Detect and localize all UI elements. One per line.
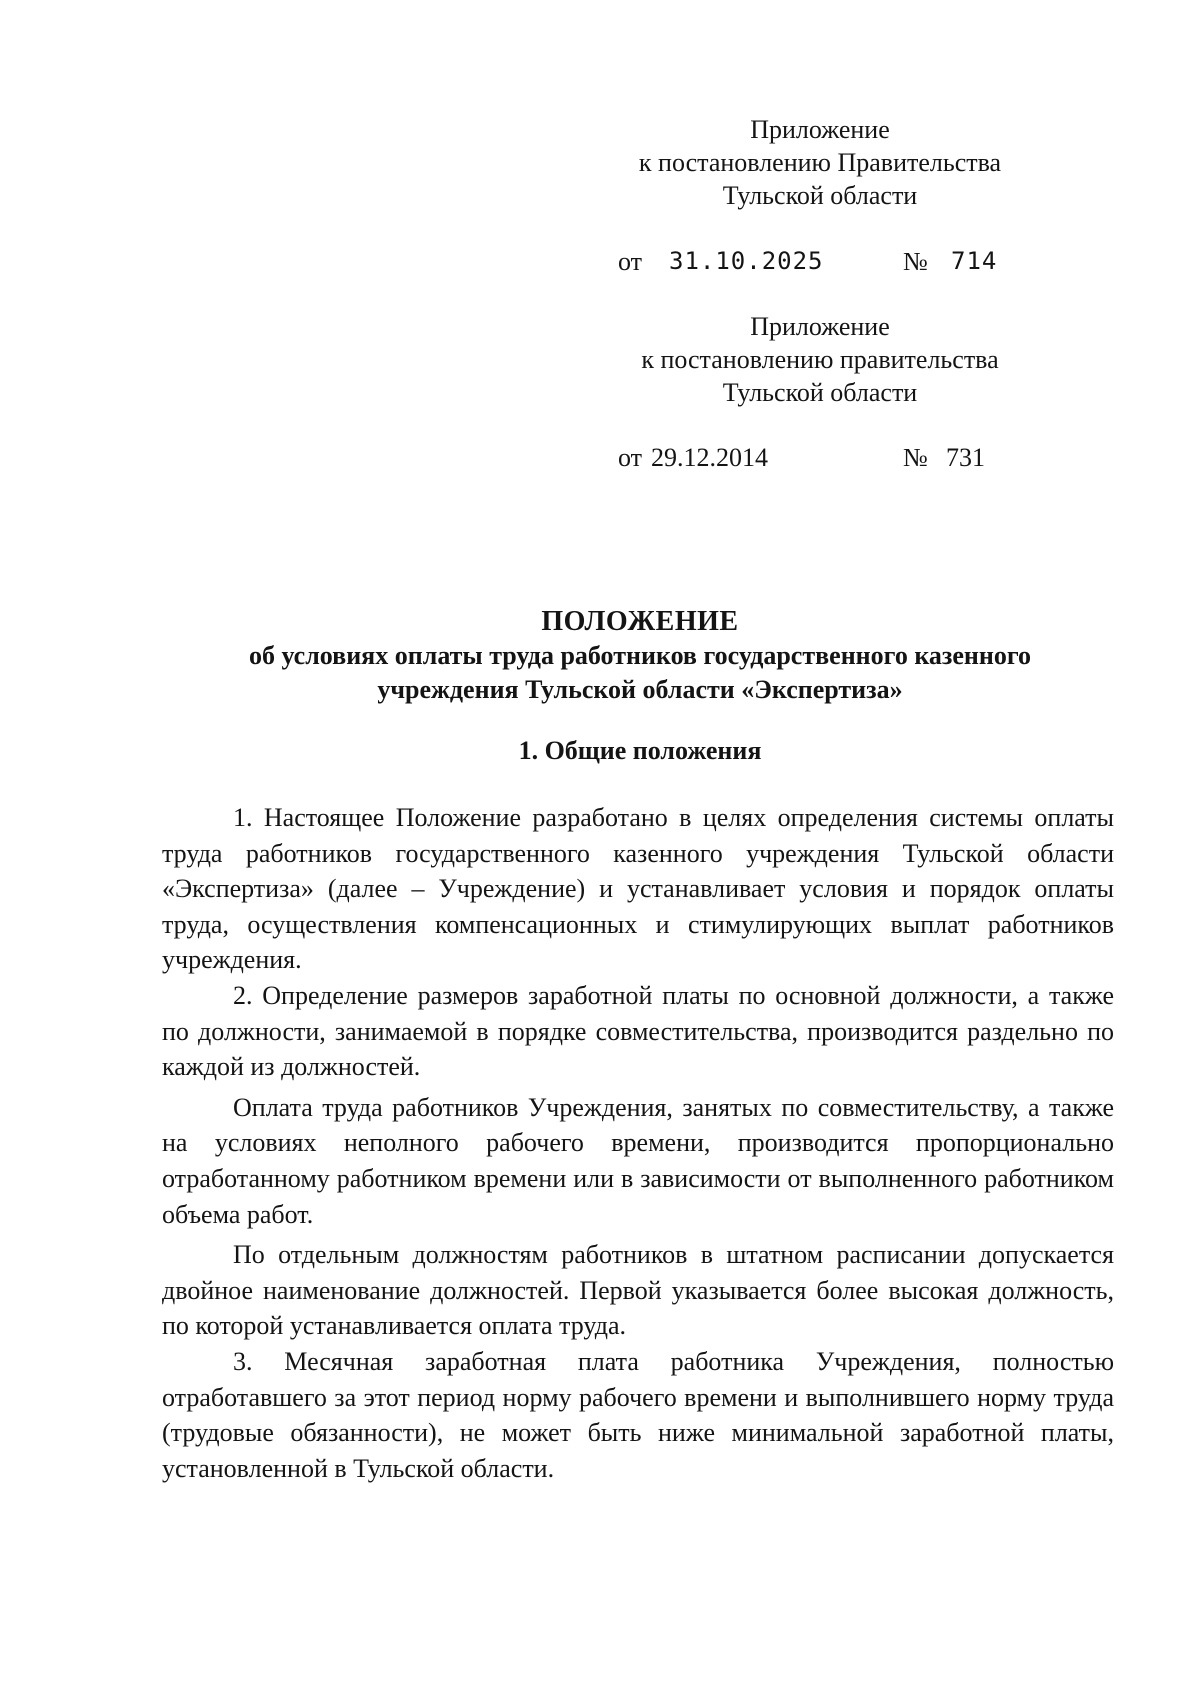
number-sign: №	[903, 247, 928, 276]
document-subtitle-line-1: об условиях оплаты труда работников государственного казенного	[248, 641, 1032, 670]
date-prefix: от	[618, 443, 643, 472]
paragraph-1: 1. Настоящее Положение разработано в целях определения системы оплаты труда работников государственного казенного учреждения Тульской области «Экспертиза» (далее – Учреждение) и устанавливает условия и порядок оплаты труда, осуществления компенсационных и стимулирующих выплат работников учреждения.	[162, 803, 1114, 975]
section-heading: 1. Общие положения	[518, 736, 762, 765]
annex-label: Приложение	[750, 312, 890, 341]
annex-header-original	[600, 310, 1040, 409]
resolution-date: 31.10.2025	[669, 247, 824, 275]
annex-resolution: к постановлению Правительства	[638, 148, 1002, 177]
paragraph-5: 3. Месячная заработная плата работника Учреждения, полностью отработавшего за этот период норму рабочего времени и выполнившего норму труда (трудовые обязанности), не может быть ниже минимальной заработной платы, установленной в Тульской области.	[162, 1346, 1114, 1483]
annex-label: Приложение	[750, 115, 890, 144]
resolution-date: 29.12.2014	[651, 443, 768, 472]
resolution-number: 731	[946, 443, 985, 472]
document-body	[162, 800, 1114, 1486]
date-prefix: от	[618, 247, 643, 276]
annex-date-number-original	[618, 441, 985, 474]
annex-resolution: к постановлению правительства	[641, 345, 999, 374]
annex-header-current	[600, 113, 1040, 212]
document-title: ПОЛОЖЕНИЕ	[541, 606, 739, 637]
paragraph-4: По отдельным должностям работников в штатном расписании допускается двойное наименование должностей. Первой указывается более высокая должность, по которой устанавливается оплата труда.	[162, 1240, 1114, 1341]
document-subtitle-line-2: учреждения Тульской области «Экспертиза»	[377, 675, 903, 704]
annex-date-number-current	[618, 245, 998, 278]
annex-region: Тульской области	[722, 378, 918, 407]
resolution-number: 714	[951, 247, 998, 275]
document-title-block	[160, 605, 1120, 707]
paragraph-3: Оплата труда работников Учреждения, занятых по совместительству, а также на условиях неполного рабочего времени, производится пропорционально отработанному работником времени или в зависимости от выполненного работником объема работ.	[162, 1092, 1114, 1229]
number-sign: №	[903, 443, 928, 472]
annex-region: Тульской области	[722, 181, 918, 210]
paragraph-2: 2. Определение размеров заработной платы по основной должности, а также по должности, занимаемой в порядке совместительства, производится раздельно по каждой из должностей.	[162, 980, 1114, 1082]
